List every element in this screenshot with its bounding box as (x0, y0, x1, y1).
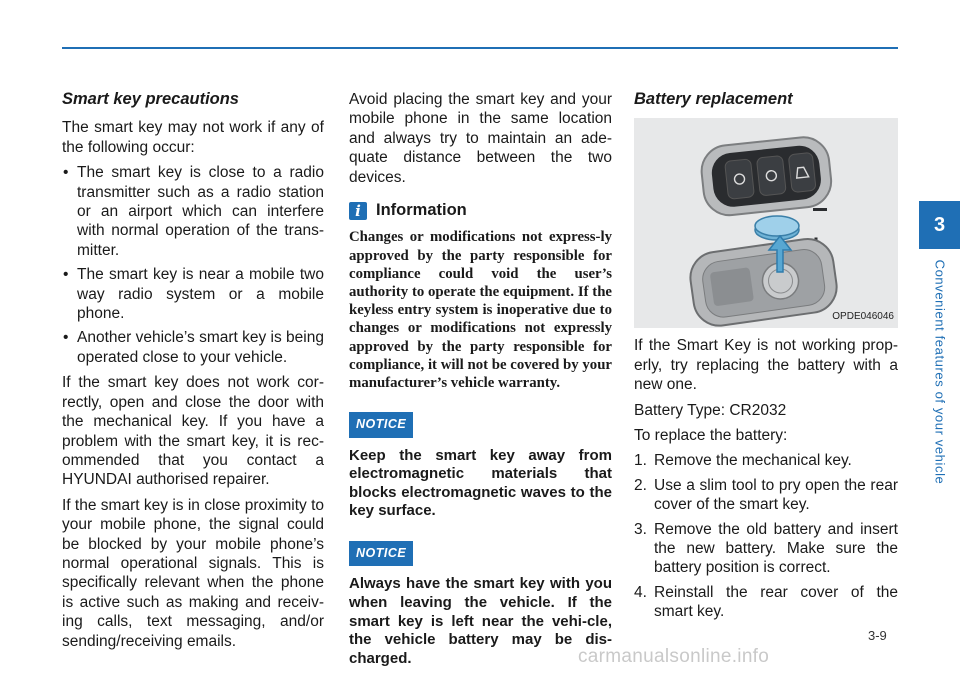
section-title-smart-key-precautions: Smart key precautions (62, 90, 239, 108)
notice-badge: NOTICE (349, 541, 413, 566)
column-left (62, 90, 324, 657)
paragraph-not-working: If the Smart Key is not working prop-erly, try replacing the battery with a new one. (634, 337, 898, 394)
column-middle (349, 90, 612, 688)
top-rule (62, 47, 898, 49)
paragraph-mobile-phone: If the smart key is in close proximity to your mobile phone, the signal could be blocked by your mobile phone’s normal operational signals. This is specifically relevant when the phone is active such as making and receiv-ing calls, text messaging, and/or sending/receiving emails. (62, 496, 324, 650)
battery-replacement-figure (634, 118, 898, 328)
key-case-bottom (687, 236, 840, 328)
information-title: Information (376, 201, 467, 220)
precaution-list (62, 163, 324, 367)
information-icon: i (349, 202, 367, 220)
replace-intro: To replace the battery: (634, 427, 788, 445)
list-item: • The smart key is near a mobile two way radio system or a mobile phone. (62, 265, 324, 323)
chapter-tab: 3 (919, 201, 960, 249)
intro-paragraph: The smart key may not work if any of the following occur: (62, 119, 324, 156)
paragraph-mechanical-key: If the smart key does not work cor-rectly, open and close the door with the mechanical key. If you have a problem with the smart key, it is rec-ommended that you contact a HYUNDAI authorised repairer. (62, 374, 324, 489)
smart-key-illustration (634, 118, 898, 328)
list-item: • The smart key is close to a radio transmitter such as a radio station or an airport which can interfere with normal operation of the trans-mitter. (62, 163, 324, 260)
battery-type: Battery Type: CR2032 (634, 401, 787, 419)
list-item: 4. Reinstall the rear cover of the smart key. (634, 583, 898, 621)
chapter-label: Convenient features of your vehicle (932, 259, 948, 485)
information-body: Changes or modifications not express-ly approved by the party responsible for compliance could void the user’s authority to operate the equipment. If the keyless entry system is inoperative due to changes or modifications not expressly approved by the party responsible for compliance, it will not be covered by your manufacturer’s vehicle warranty. (349, 229, 612, 392)
information-header (349, 201, 612, 220)
notice-text-electromagnetic: Keep the smart key away from electromagnetic materials that blocks electromagnetic waves to the key surface. (349, 446, 612, 520)
list-item: 1. Remove the mechanical key. (634, 452, 852, 470)
key-fob-top (699, 135, 834, 218)
section-title-battery-replacement: Battery replacement (634, 90, 793, 108)
figure-code: OPDE046046 (832, 311, 894, 322)
column-right (634, 90, 898, 627)
list-item: • Another vehicle’s smart key is being operated close to your vehicle. (62, 328, 324, 367)
watermark: carmanualsonline.info (578, 646, 770, 667)
replacement-steps (634, 451, 898, 621)
list-item: 3. Remove the old battery and insert the new battery. Make sure the battery position is correct. (634, 520, 898, 577)
notice-badge: NOTICE (349, 412, 413, 437)
list-item: 2. Use a slim tool to pry open the rear cover of the smart key. (634, 476, 898, 514)
paragraph-avoid-placing: Avoid placing the smart key and your mobile phone in the same location and always try to maintain an ade-quate distance between the two devices. (349, 91, 612, 186)
page-number: 3-9 (868, 628, 887, 643)
notice-text-battery-discharge: Always have the smart key with you when leaving the vehicle. If the smart key is left near the vehi-cle, the vehicle battery may be dis-charged. (349, 575, 612, 667)
minus-sign (813, 208, 827, 211)
